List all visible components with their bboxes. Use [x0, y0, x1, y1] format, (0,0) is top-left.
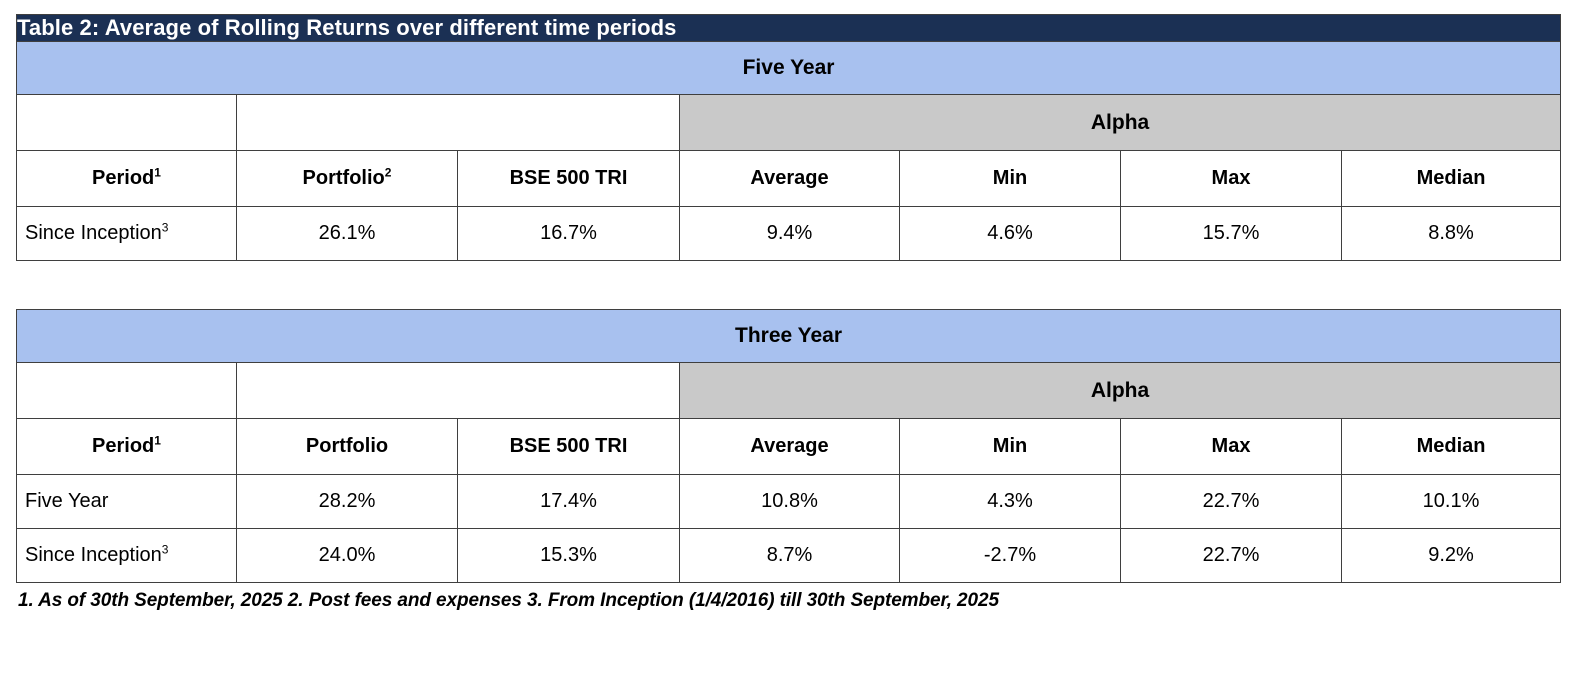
row-label — [17, 475, 237, 529]
column-header-max: Max — [1121, 151, 1342, 207]
column-header-text: Period — [92, 167, 155, 189]
cell-bse500tri: 15.3% — [458, 529, 680, 583]
footnote-text: 1. As of 30th September, 2025 2. Post fees and expenses 3. From Inception (1/4/2016) till 30th September, 2025 — [18, 590, 999, 611]
cell-portfolio: 28.2% — [237, 475, 458, 529]
cell-alpha-max: 22.7% — [1121, 529, 1342, 583]
cell-portfolio: 24.0% — [237, 529, 458, 583]
page-title: Table 2: Average of Rolling Returns over different time periods — [17, 15, 1561, 42]
band-label-five-year: Five Year — [17, 42, 1561, 95]
cell-alpha-average: 10.8% — [680, 475, 900, 529]
column-header-portfolio — [237, 151, 458, 207]
group-label-alpha: Alpha — [680, 95, 1561, 151]
group-label-alpha: Alpha — [680, 363, 1561, 419]
cell-alpha-min: -2.7% — [900, 529, 1121, 583]
column-header-median: Median — [1342, 151, 1561, 207]
column-header-average: Average — [680, 151, 900, 207]
cell-alpha-max: 15.7% — [1121, 207, 1342, 261]
column-header-row-three-year — [17, 419, 1561, 475]
cell-alpha-min: 4.3% — [900, 475, 1121, 529]
table-row — [17, 529, 1561, 583]
group-header-row-five-year — [17, 95, 1561, 151]
cell-alpha-average: 9.4% — [680, 207, 900, 261]
blank-cell — [17, 363, 237, 419]
cell-alpha-median: 9.2% — [1342, 529, 1561, 583]
row-label-text: Five Year — [25, 490, 109, 512]
cell-alpha-min: 4.6% — [900, 207, 1121, 261]
row-label — [17, 207, 237, 261]
cell-alpha-median: 10.1% — [1342, 475, 1561, 529]
group-header-row-three-year — [17, 363, 1561, 419]
footnote-marker: 3 — [161, 220, 169, 235]
row-label — [17, 529, 237, 583]
column-header-bse500tri: BSE 500 TRI — [458, 151, 680, 207]
footnote-marker: 3 — [161, 542, 169, 557]
column-header-period — [17, 419, 237, 475]
table-three-year — [16, 309, 1561, 583]
cell-bse500tri: 16.7% — [458, 207, 680, 261]
band-label-three-year: Three Year — [17, 310, 1561, 363]
table-row — [17, 207, 1561, 261]
cell-alpha-median: 8.8% — [1342, 207, 1561, 261]
column-header-period — [17, 151, 237, 207]
footnote-marker: 2 — [384, 165, 392, 180]
footnote-marker: 1 — [154, 433, 161, 448]
column-header-portfolio: Portfolio — [237, 419, 458, 475]
blank-cell — [237, 363, 680, 419]
table-row — [17, 475, 1561, 529]
column-header-row-five-year — [17, 151, 1561, 207]
table-five-year — [16, 14, 1561, 261]
cell-bse500tri: 17.4% — [458, 475, 680, 529]
column-header-text: Period — [92, 435, 155, 457]
cell-alpha-average: 8.7% — [680, 529, 900, 583]
blank-cell — [17, 95, 237, 151]
band-row-three-year — [17, 310, 1561, 363]
band-row-five-year — [17, 42, 1561, 95]
column-header-text: Portfolio — [302, 167, 385, 189]
blank-cell — [237, 95, 680, 151]
row-label-text: Since Inception — [25, 544, 162, 566]
column-header-average: Average — [680, 419, 900, 475]
column-header-max: Max — [1121, 419, 1342, 475]
column-header-min: Min — [900, 151, 1121, 207]
column-header-median: Median — [1342, 419, 1561, 475]
cell-alpha-max: 22.7% — [1121, 475, 1342, 529]
column-header-min: Min — [900, 419, 1121, 475]
row-label-text: Since Inception — [25, 222, 162, 244]
column-header-bse500tri: BSE 500 TRI — [458, 419, 680, 475]
footnote-marker: 1 — [154, 165, 161, 180]
table-title-row — [17, 15, 1561, 42]
cell-portfolio: 26.1% — [237, 207, 458, 261]
table-spacer — [16, 261, 1560, 309]
